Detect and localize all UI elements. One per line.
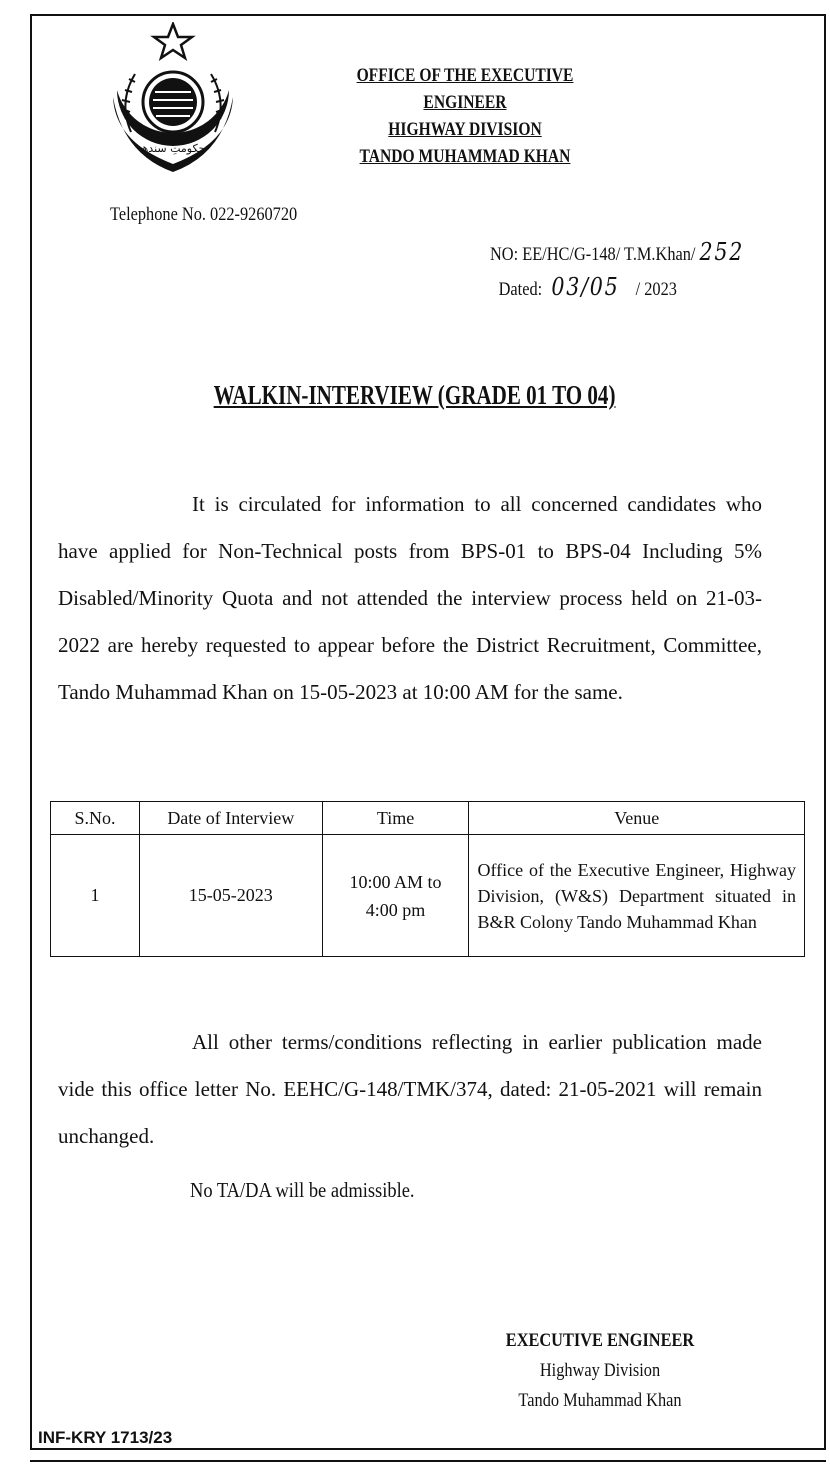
footer-code: INF-KRY 1713/23 bbox=[38, 1428, 173, 1447]
cell-venue: Office of the Executive Engineer, Highway Division, (W&S) Department situated in B&R Colony Tando Muhammad Khan bbox=[469, 835, 805, 957]
signature-title: EXECUTIVE ENGINEER bbox=[505, 1330, 695, 1351]
header-date: Date of Interview bbox=[139, 802, 322, 835]
signature-line-3: Tando Muhammad Khan bbox=[518, 1390, 682, 1411]
telephone-number: Telephone No. 022-9260720 bbox=[110, 204, 298, 225]
government-seal-icon bbox=[103, 22, 243, 182]
office-header bbox=[322, 62, 609, 170]
header-venue: Venue bbox=[469, 802, 805, 835]
header-sno: S.No. bbox=[51, 802, 140, 835]
header-time: Time bbox=[322, 802, 469, 835]
signature-block bbox=[497, 1326, 703, 1416]
paragraph-2-text: All other terms/conditions reflecting in earlier publication made vide this office letter No. EEHC/G-148/TMK/374, dated: 21-05-2021 will remain unchanged. bbox=[58, 1030, 762, 1148]
cell-sno: 1 bbox=[51, 835, 140, 957]
cell-time bbox=[322, 835, 469, 957]
date-handwritten: 03/05 bbox=[551, 273, 620, 301]
office-line-1: OFFICE OF THE EXECUTIVE ENGINEER bbox=[356, 65, 574, 113]
reference-number-label: NO: EE/HC/G-148/ T.M.Khan/ bbox=[490, 244, 696, 265]
reference-number bbox=[490, 236, 744, 271]
reference-date bbox=[490, 271, 744, 306]
notice-title-text: WALKIN-INTERVIEW (GRADE 01 TO 04) bbox=[214, 380, 616, 410]
reference-block bbox=[490, 236, 744, 306]
signature-line-2: Highway Division bbox=[539, 1360, 661, 1381]
office-line-3: TANDO MUHAMMAD KHAN bbox=[359, 146, 571, 167]
paragraph-2 bbox=[58, 1019, 762, 1160]
table-header-row bbox=[51, 802, 805, 835]
cell-time-end: 4:00 pm bbox=[365, 899, 426, 920]
bottom-rule bbox=[30, 1460, 826, 1462]
paragraph-1-text: It is circulated for information to all concerned candidates who have applied for Non-Technical posts from BPS-01 to BPS-04 Including 5% Disabled/Minority Quota and not attended the interview process held on 21-03-2022 are hereby requested to appear before the District Recruitment, Committee, Tando Muhammad Khan on 15-05-2023 at 10:00 AM for the same. bbox=[58, 492, 762, 704]
page-border bbox=[30, 14, 826, 1450]
interview-table bbox=[50, 801, 805, 957]
cell-time-start: 10:00 AM to bbox=[349, 871, 442, 892]
table-row bbox=[51, 835, 805, 957]
reference-number-handwritten: 252 bbox=[699, 238, 745, 266]
seal-urdu-text: حکومتِ سندھ bbox=[140, 142, 206, 155]
ta-da-note: No TA/DA will be admissible. bbox=[190, 1178, 415, 1202]
paragraph-1 bbox=[58, 481, 762, 716]
notice-title bbox=[0, 380, 830, 411]
cell-date: 15-05-2023 bbox=[139, 835, 322, 957]
date-year: / 2023 bbox=[635, 279, 677, 300]
date-label: Dated: bbox=[498, 279, 543, 300]
office-line-2: HIGHWAY DIVISION bbox=[388, 119, 542, 140]
